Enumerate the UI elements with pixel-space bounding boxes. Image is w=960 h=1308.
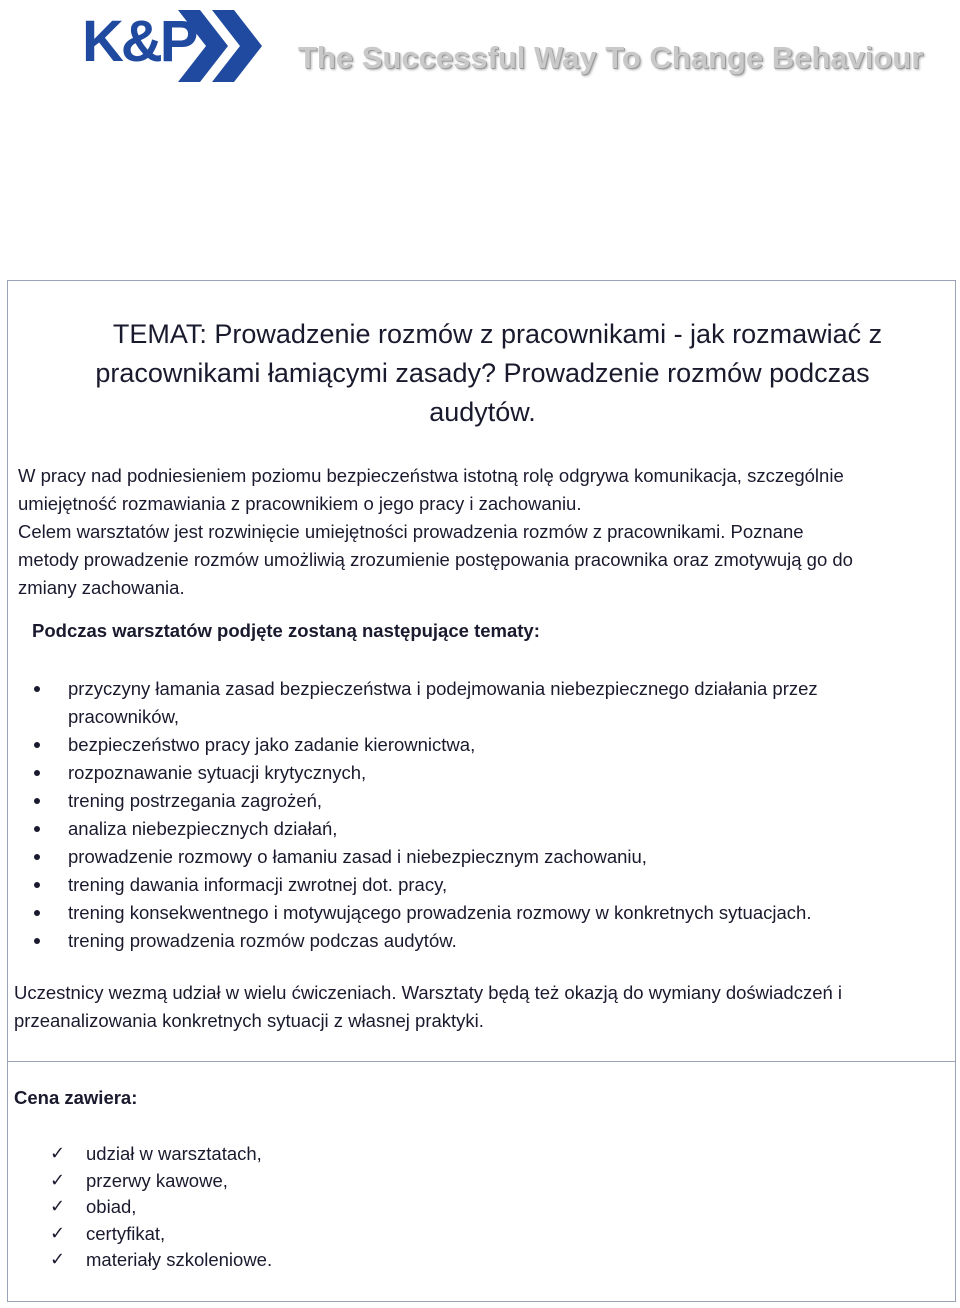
list-item: rozpoznawanie sytuacji krytycznych, — [32, 759, 932, 787]
company-tagline: The Successful Way To Change Behaviour — [298, 40, 924, 75]
list-item: trening dawania informacji zwrotnej dot. pracy, — [32, 871, 932, 899]
check-icon: ✓ — [50, 1169, 66, 1191]
page-header — [0, 0, 960, 110]
intro-line: Celem warsztatów jest rozwinięcie umiejętności prowadzenia rozmów z pracownikami. Poznane — [18, 521, 804, 542]
topics-list — [32, 675, 932, 955]
list-item: przyczyny łamania zasad bezpieczeństwa i podejmowania niebezpiecznego działania przez pracowników, — [32, 675, 888, 731]
title-line-2: pracownikami łamiącymi zasady? Prowadzenie rozmów podczas — [95, 358, 870, 388]
title-line-1: TEMAT: Prowadzenie rozmów z pracownikami - jak rozmawiać z — [112, 319, 883, 349]
list-item: bezpieczeństwo pracy jako zadanie kierownictwa, — [32, 731, 932, 759]
check-icon: ✓ — [50, 1196, 66, 1218]
price-heading: Cena zawiera: — [14, 1087, 138, 1108]
list-item: ✓ materiały szkoleniowe. — [50, 1249, 273, 1271]
list-item: trening prowadzenia rozmów podczas audytów. — [32, 927, 932, 955]
title-line-3: audytów. — [429, 397, 536, 427]
check-icon: ✓ — [50, 1222, 66, 1244]
list-item: prowadzenie rozmowy o łamaniu zasad i niebezpiecznym zachowaniu, — [32, 843, 932, 871]
bullet-icon — [34, 938, 40, 944]
price-includes-list — [50, 1141, 272, 1274]
list-item: trening konsekwentnego i motywującego prowadzenia rozmowy w konkretnych sytuacjach. — [32, 899, 932, 927]
page-title — [8, 315, 957, 432]
intro-line: umiejętność rozmawiania z pracownikiem o jego pracy i zachowaniu. — [18, 493, 582, 514]
bullet-icon — [34, 742, 40, 748]
list-item: ✓ udział w warsztatach, — [50, 1143, 262, 1164]
topics-heading: Podczas warsztatów podjęte zostaną następujące tematy: — [32, 620, 540, 641]
list-item: ✓ certyfikat, — [50, 1222, 166, 1244]
bullet-icon — [34, 882, 40, 888]
outro-paragraph: Uczestnicy wezmą udział w wielu ćwiczeniach. Warsztaty będą też okazją do wymiany doświadczeń i przeanalizowania konkretnych sytuacji z własnej praktyki. — [14, 982, 843, 1031]
bullet-icon — [34, 910, 40, 916]
check-icon: ✓ — [50, 1143, 66, 1164]
intro-paragraph — [18, 462, 948, 602]
price-section — [7, 1061, 956, 1302]
list-item: trening postrzegania zagrożeń, — [32, 787, 932, 815]
bullet-icon — [34, 826, 40, 832]
list-item: ✓ przerwy kawowe, — [50, 1169, 228, 1191]
check-icon: ✓ — [50, 1249, 66, 1271]
bullet-icon — [34, 854, 40, 860]
intro-line: metody prowadzenie rozmów umożliwią zrozumienie postępowania pracownika oraz zmotywują go do — [18, 549, 853, 570]
bullet-icon — [34, 770, 40, 776]
logo-arrows-icon — [178, 10, 278, 82]
bullet-icon — [34, 798, 40, 804]
intro-line: zmiany zachowania. — [18, 577, 185, 598]
bullet-icon — [34, 686, 40, 692]
company-logo: K&P — [82, 9, 196, 74]
intro-line: W pracy nad podniesieniem poziomu bezpieczeństwa istotną rolę odgrywa komunikacja, szczególnie — [18, 465, 844, 486]
list-item: ✓ obiad, — [50, 1196, 137, 1218]
workshop-description-section — [7, 280, 956, 1062]
list-item: analiza niebezpiecznych działań, — [32, 815, 932, 843]
